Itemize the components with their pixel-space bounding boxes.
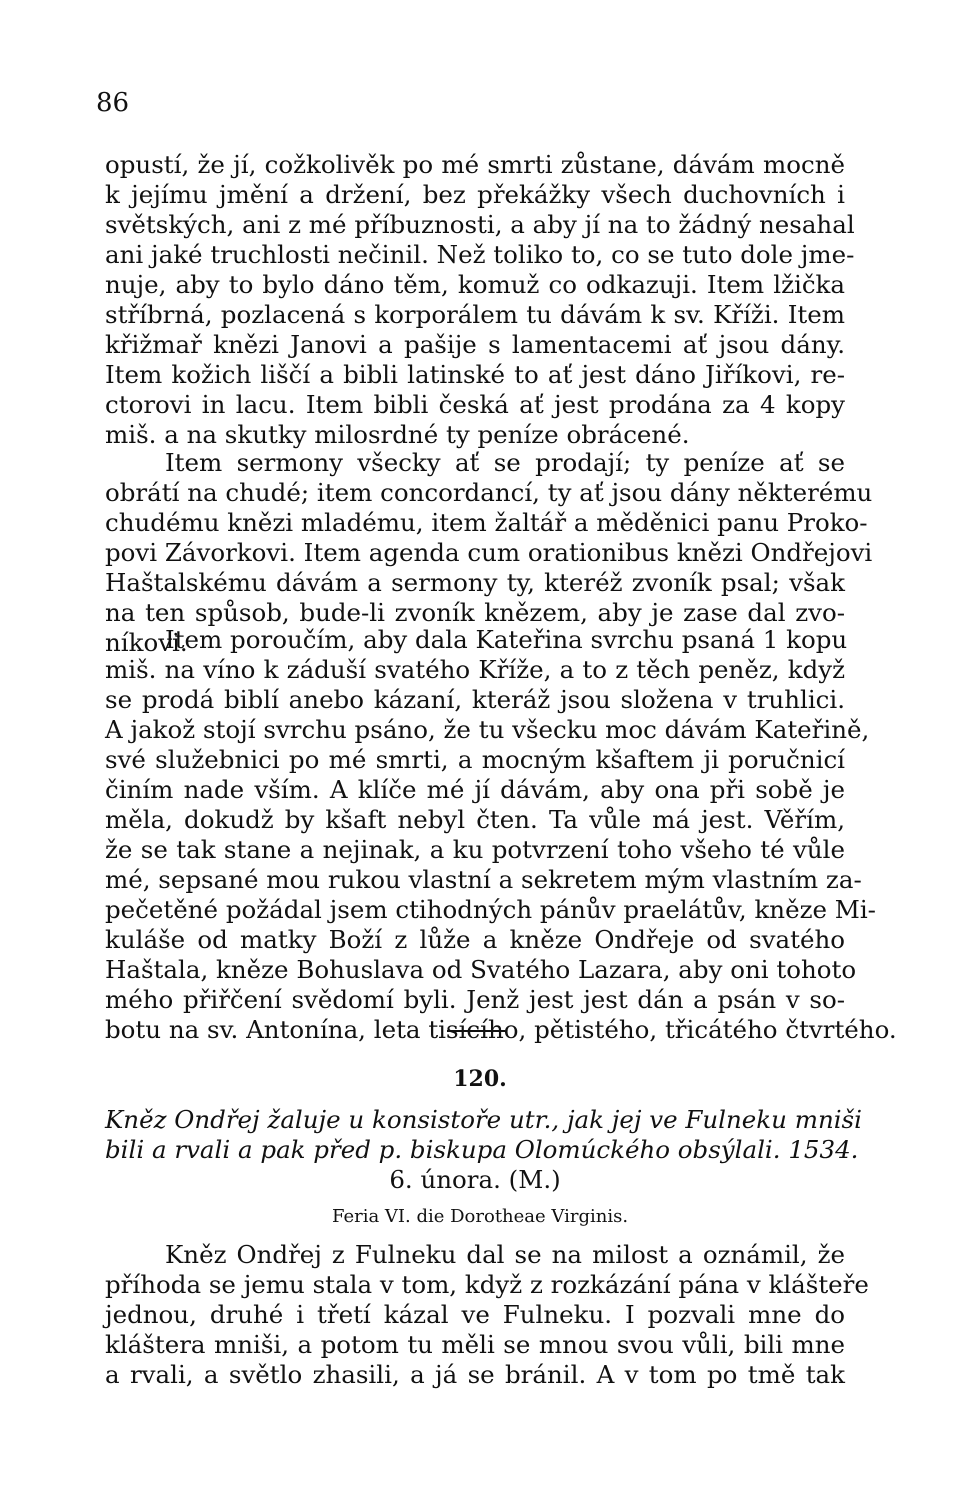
text-line: obrátí na chudé; item concordancí, ty ať jsou dány některému [105, 478, 873, 507]
text-line: Kněz Ondřej z Fulneku dal se na milost a oznámil, že [165, 1240, 845, 1269]
text-line: k jejímu jmění a držení, bez překážky všech duchovních i [105, 180, 845, 209]
text-line: a rvali, a světlo zhasili, a já se bránil. A v tom po tmě tak [105, 1360, 845, 1389]
text-line: Item poroučím, aby dala Kateřina svrchu psaná 1 kopu [165, 625, 848, 654]
feria-line: Feria VI. die Dorotheae Virginis. [331, 1206, 629, 1227]
text-line: na ten spůsob, bude-li zvoník knězem, aby je zase dal zvo- [105, 598, 845, 627]
text-line: A jakož stojí svrchu psáno, že tu všecku moc dávám Kateřině, [105, 715, 870, 744]
text-line: chudému knězi mladému, item žaltář a měděnici panu Proko- [105, 508, 868, 537]
paragraph-1 [105, 150, 855, 450]
text-line: činím nade vším. A klíče mé jí dávám, aby ona při sobě je [105, 775, 845, 804]
text-line: se prodá biblí anebo kázaní, kteráž jsou složena v truhlici. [105, 685, 845, 714]
text-line: ctorovi in lacu. Item bibli česká ať jest prodána za 4 kopy [105, 390, 845, 419]
text-line: že se tak stane a nejinak, a ku potvrzení toho všeho té vůle [105, 835, 845, 864]
text-line: mého přiřčení svědomí byli. Jenž jest jest dán a psán v so- [105, 985, 845, 1014]
text-line: Haštalskému dávám a sermony ty, kteréž zvoník psal; však [105, 568, 845, 597]
text-line: Item kožich liščí a bibli latinské to ať jest dáno Jiříkovi, re- [105, 360, 845, 389]
text-line: pečetěné požádal jsem ctihodných pánův praelátův, kněze Mi- [105, 895, 876, 924]
text-line: ani jaké truchlosti nečinil. Než toliko to, co se tuto dole jme- [105, 240, 855, 269]
text-line: opustí, že jí, cožkolivěk po mé smrti zůstane, dávám mocně [105, 150, 845, 179]
text-line: miš. na víno k záduší svatého Kříže, a to z těch peněz, když [105, 655, 845, 684]
heading-line: Kněz Ondřej žaluje u konsistoře utr., jak jej ve Fulneku mniši [105, 1105, 862, 1134]
text-line: světských, ani z mé příbuznosti, a aby jí na to žádný nesahal [105, 210, 855, 239]
text-line: nuje, aby to bylo dáno těm, komuž co odkazuji. Item lžička [105, 270, 845, 299]
page-number: 86 [96, 88, 130, 118]
heading-date: 6. února. (M.) [389, 1165, 561, 1194]
text-line: mé, sepsané mou rukou vlastní a sekretem mým vlastním za- [105, 865, 862, 894]
text-line: povi Závorkovi. Item agenda cum orationibus knězi Ondřejovi [105, 538, 873, 567]
text-line: stříbrná, pozlacená s korporálem tu dávám k sv. Kříži. Item [105, 300, 845, 329]
text-line: příhoda se jemu stala v tom, když z rozkázání pána v klášteře [105, 1270, 869, 1299]
text-line: kláštera mniši, a potom tu měli se mnou svou vůli, bili mne [105, 1330, 845, 1359]
text-line: Haštala, kněze Bohuslava od Svatého Lazara, aby oni tohoto [105, 955, 857, 984]
section-divider [447, 1030, 505, 1032]
text-line: své služebnici po mé smrti, a mocným kšaftem ji poručnicí [105, 745, 845, 774]
document-number: 120. [453, 1066, 507, 1092]
document-heading [105, 1105, 862, 1195]
text-line: níkovi. [105, 628, 188, 657]
text-line: kuláše od matky Boží z lůže a kněze Ondřeje od svatého [105, 925, 845, 954]
text-line: botu na sv. Antonína, leta tisícího, pětistého, třicátého čtvrtého. [105, 1015, 897, 1044]
heading-line: bili a rvali a pak před p. biskupa Olomúckého obsýlali. 1534. [105, 1135, 859, 1164]
text-line: měla, dokudž by kšaft nebyl čten. Ta vůle má jest. Věřím, [105, 805, 845, 834]
paragraph-3 [105, 625, 897, 1045]
text-line: miš. a na skutky milosrdné ty peníze obrácené. [105, 420, 690, 449]
text-line: Item sermony všecky ať se prodají; ty peníze ať se [165, 448, 845, 477]
text-line: jednou, druhé i třetí kázal ve Fulneku. I pozvali mne do [105, 1300, 845, 1329]
paragraph-4 [105, 1240, 869, 1390]
text-line: křižmař knězi Janovi a pašije s lamentacemi ať jsou dány. [105, 330, 845, 359]
